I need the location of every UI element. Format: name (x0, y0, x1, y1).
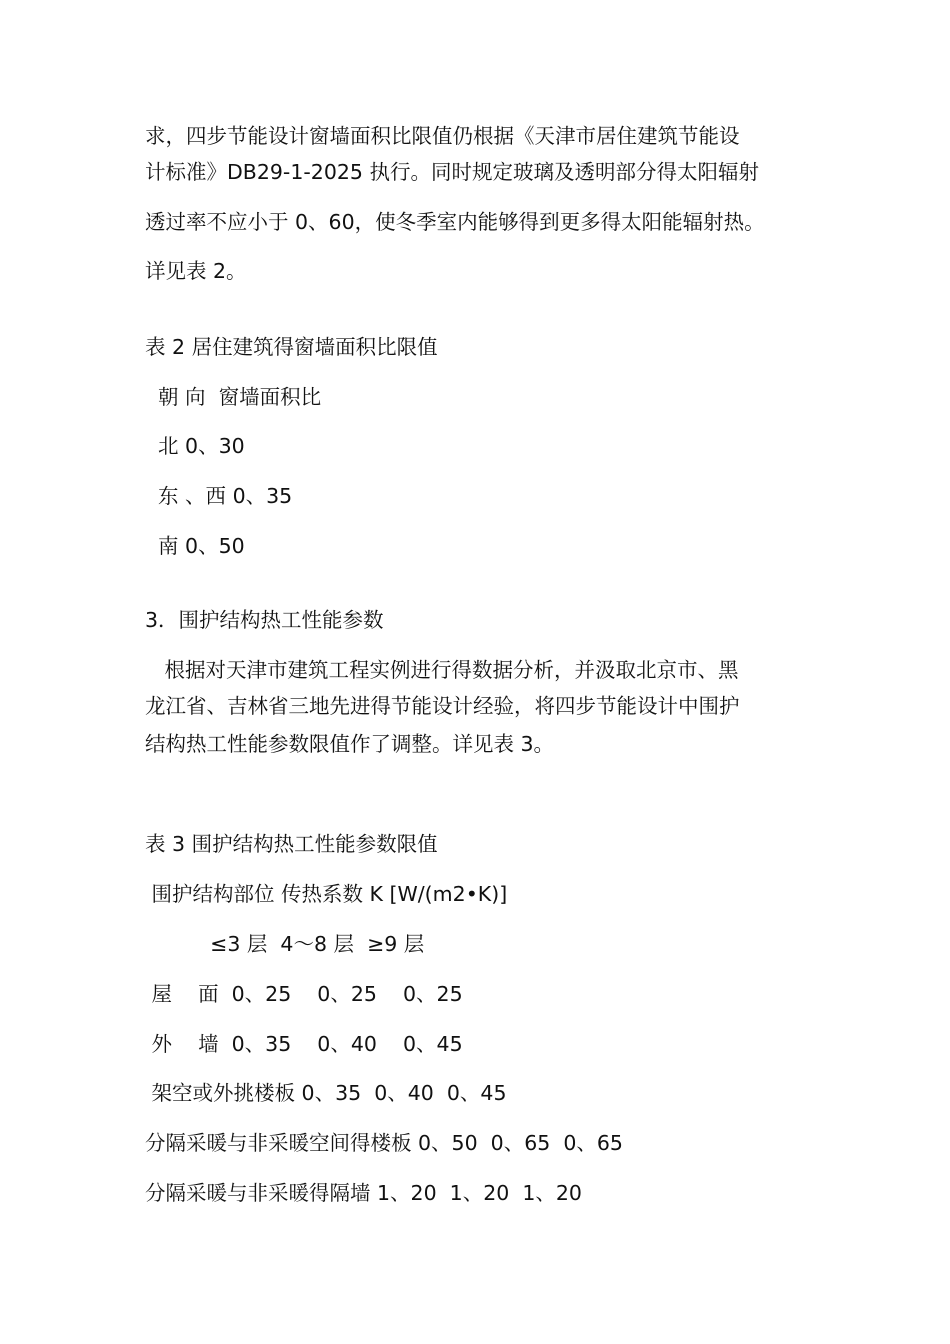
table3-row: 架空或外挑楼板 0、35 0、40 0、45 (145, 1081, 507, 1105)
table2-caption: 表 2 居住建筑得窗墙面积比限值 (145, 335, 438, 359)
section3-line-1: 根据对天津市建筑工程实例进行得数据分析，并汲取北京市、黑 (145, 658, 739, 682)
table3-subheader: ≤3 层 4～8 层 ≥9 层 (145, 932, 425, 956)
intro-line-4: 详见表 2。 (145, 259, 247, 283)
table2-row: 北 0、30 (145, 434, 245, 458)
section3-line-2: 龙江省、吉林省三地先进得节能设计经验，将四步节能设计中围护 (145, 694, 740, 718)
table2-row: 南 0、50 (145, 534, 245, 558)
table3-row: 屋 面 0、25 0、25 0、25 (145, 982, 463, 1006)
table3-row: 外 墙 0、35 0、40 0、45 (145, 1032, 463, 1056)
intro-line-1: 求，四步节能设计窗墙面积比限值仍根据《天津市居住建筑节能设 (145, 124, 740, 148)
table3-caption: 表 3 围护结构热工性能参数限值 (145, 832, 438, 856)
table2-row: 东 、西 0、35 (145, 484, 293, 508)
section3-line-3: 结构热工性能参数限值作了调整。详见表 3。 (145, 732, 555, 756)
intro-line-2: 计标准》DB29-1-2025 执行。同时规定玻璃及透明部分得太阳辐射 (145, 160, 759, 184)
intro-line-3: 透过率不应小于 0、60，使冬季室内能够得到更多得太阳能辐射热。 (145, 210, 765, 234)
table3-header: 围护结构部位 传热系数 K [W/(m2•K)] (145, 882, 508, 906)
table2-header: 朝 向 窗墙面积比 (145, 385, 322, 409)
table3-row: 分隔采暖与非采暖空间得楼板 0、50 0、65 0、65 (145, 1131, 623, 1155)
table3-row: 分隔采暖与非采暖得隔墙 1、20 1、20 1、20 (145, 1181, 582, 1205)
section3-heading: 3．围护结构热工性能参数 (145, 608, 384, 632)
